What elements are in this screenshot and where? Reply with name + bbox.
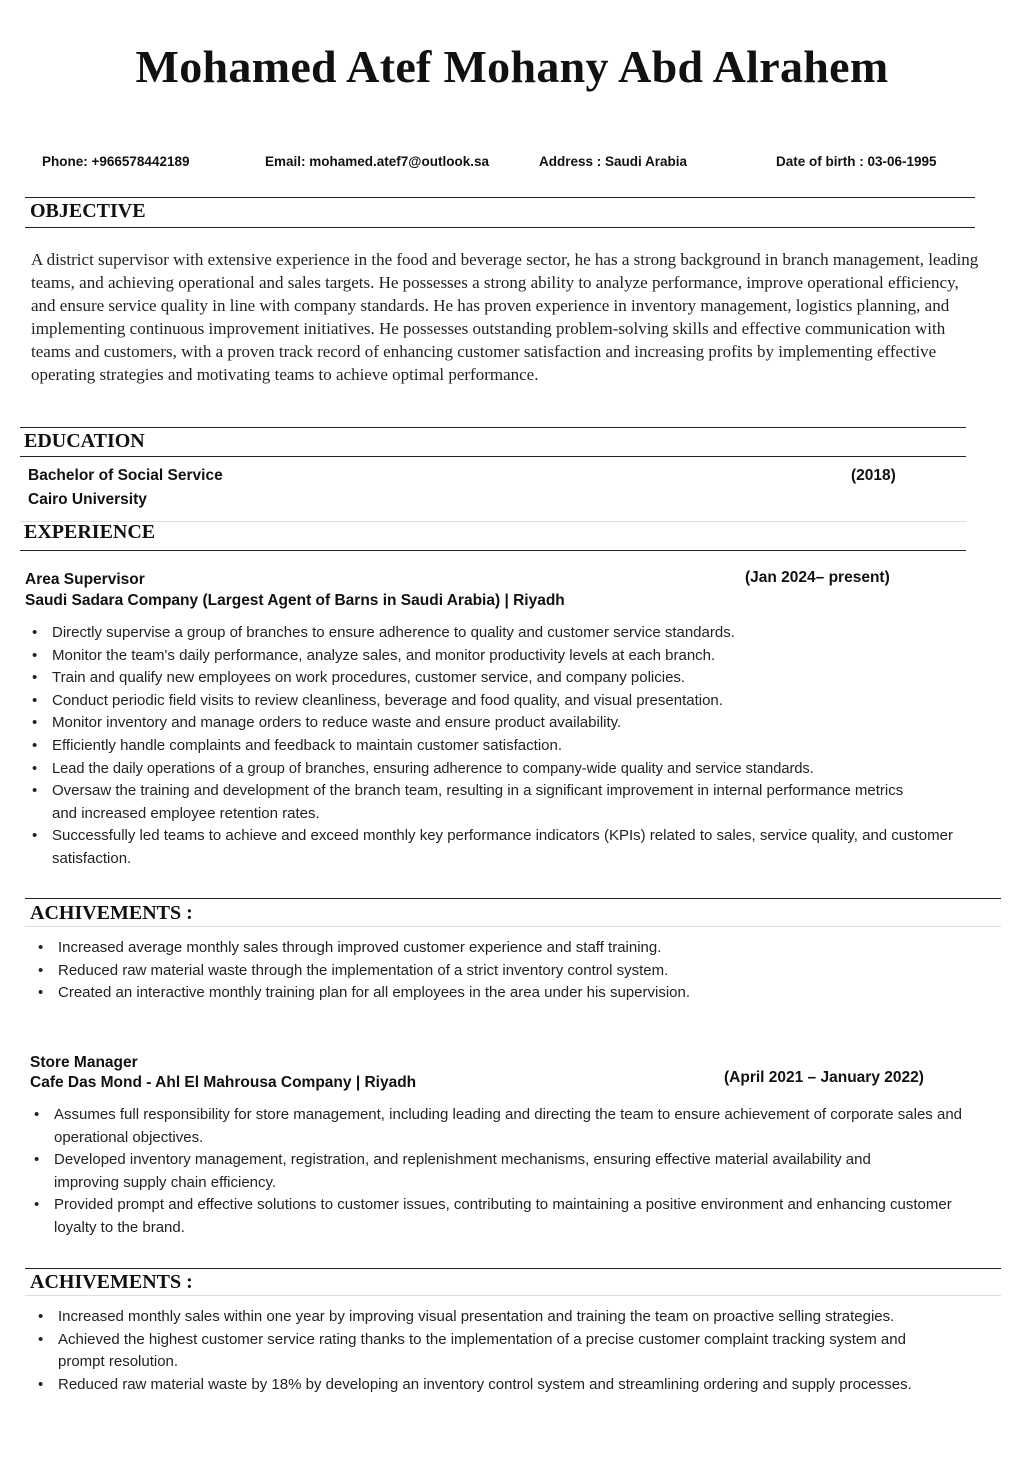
list-item: • Conduct periodic field visits to review cleanliness, beverage and food quality, and visual presentation. bbox=[30, 690, 995, 713]
objective-text: A district supervisor with extensive experience in the food and beverage sector, he has a strong background in branch management, leading teams, and achieving operational and sales targets. He possesses a strong ability to analyze performance, improve operational efficiency, and ensure service quality in line with company standards. He has proven experience in inventory management, logistics planning, and implementing continuous improvement initiatives. He possesses outstanding problem-solving skills and effective communication with teams and customers, with a proven track record of enhancing customer satisfaction and increasing profits by implementing effective operating strategies and motivating teams to achieve optimal performance. bbox=[31, 250, 979, 384]
list-item: • Reduced raw material waste through the implementation of a strict inventory control system. bbox=[36, 960, 996, 983]
list-item: • Increased monthly sales within one year by improving visual presentation and training the team on proactive selling strategies. bbox=[36, 1306, 996, 1329]
list-item: • Train and qualify new employees on work procedures, customer service, and company policies. bbox=[30, 667, 995, 690]
date-of-birth: Date of birth : 03-06-1995 bbox=[776, 154, 937, 169]
job-bullets bbox=[30, 622, 995, 871]
job-bullets bbox=[32, 1104, 992, 1240]
list-item: • Achieved the highest customer service rating thanks to the implementation of a precise customer complaint tracking system and prompt resolution. bbox=[36, 1329, 936, 1374]
divider bbox=[25, 197, 975, 198]
email: Email: mohamed.atef7@outlook.sa bbox=[265, 154, 489, 169]
graduation-year: (2018) bbox=[851, 467, 896, 484]
school: Cairo University bbox=[28, 491, 147, 508]
list-item: • Created an interactive monthly training plan for all employees in the area under his supervision. bbox=[36, 982, 996, 1005]
list-item: • Provided prompt and effective solutions to customer issues, contributing to maintaining a positive environment and enhancing customer loyalty to the brand. bbox=[32, 1194, 992, 1239]
achievements-heading: ACHIVEMENTS : bbox=[30, 902, 193, 924]
achievements-list bbox=[36, 937, 996, 1005]
divider bbox=[25, 926, 1001, 927]
divider bbox=[20, 427, 966, 428]
job-dates: (April 2021 – January 2022) bbox=[724, 1069, 924, 1086]
list-item: • Efficiently handle complaints and feedback to maintain customer satisfaction. bbox=[30, 735, 995, 758]
experience-heading: EXPERIENCE bbox=[24, 521, 156, 543]
education-heading: EDUCATION bbox=[24, 430, 145, 452]
job-company: Cafe Das Mond - Ahl El Mahrousa Company | Riyadh bbox=[30, 1074, 417, 1091]
divider bbox=[20, 550, 966, 551]
divider bbox=[25, 898, 1001, 899]
list-item: • Successfully led teams to achieve and exceed monthly key performance indicators (KPIs) related to sales, service quality, and customer satisfaction. bbox=[30, 825, 960, 870]
divider bbox=[20, 456, 966, 457]
job-title: Store Manager bbox=[30, 1054, 138, 1071]
divider bbox=[20, 521, 966, 522]
phone: Phone: +966578442189 bbox=[42, 154, 190, 169]
job-dates: (Jan 2024– present) bbox=[745, 569, 890, 586]
list-item: • Increased average monthly sales through improved customer experience and staff training. bbox=[36, 937, 996, 960]
list-item: • Directly supervise a group of branches to ensure adherence to quality and customer service standards. bbox=[30, 622, 995, 645]
list-item: • Monitor the team's daily performance, analyze sales, and monitor productivity levels at each branch. bbox=[30, 645, 995, 668]
divider bbox=[25, 1268, 1001, 1269]
achievements-heading: ACHIVEMENTS : bbox=[30, 1271, 193, 1293]
list-item: • Oversaw the training and development of the branch team, resulting in a significant improvement in internal performance metrics and increased employee retention rates. bbox=[30, 780, 930, 825]
job-company: Saudi Sadara Company (Largest Agent of Barns in Saudi Arabia) | Riyadh bbox=[25, 592, 565, 609]
list-item: • Reduced raw material waste by 18% by developing an inventory control system and streamlining ordering and supply processes. bbox=[36, 1374, 956, 1397]
achievements-list bbox=[36, 1306, 996, 1396]
objective-heading: OBJECTIVE bbox=[30, 200, 146, 222]
divider bbox=[25, 227, 975, 228]
list-item: • Monitor inventory and manage orders to reduce waste and ensure product availability. bbox=[30, 712, 995, 735]
degree: Bachelor of Social Service bbox=[28, 467, 223, 484]
list-item: • Developed inventory management, registration, and replenishment mechanisms, ensuring effective material availability and improving supply chain efficiency. bbox=[32, 1149, 912, 1194]
list-item: • Assumes full responsibility for store management, including leading and directing the team to ensure achievement of corporate sales and operational objectives. bbox=[32, 1104, 992, 1149]
candidate-name: Mohamed Atef Mohany Abd Alrahem bbox=[135, 41, 889, 92]
list-item: • Lead the daily operations of a group of branches, ensuring adherence to company-wide quality and service standards. bbox=[30, 758, 995, 781]
divider bbox=[25, 1295, 1001, 1296]
address: Address : Saudi Arabia bbox=[539, 154, 688, 169]
job-title: Area Supervisor bbox=[25, 571, 145, 588]
